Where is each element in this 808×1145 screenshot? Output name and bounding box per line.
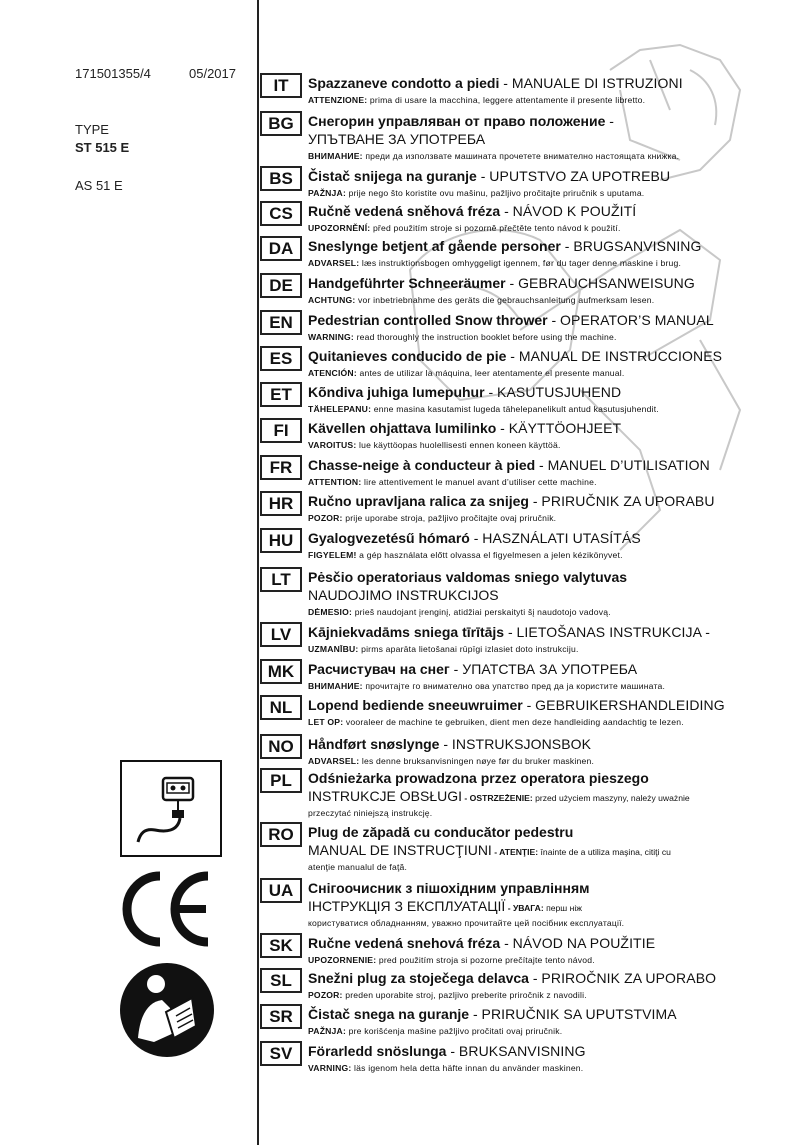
warning-line bbox=[308, 151, 679, 161]
manual-title: BRUGSANVISNING bbox=[573, 238, 702, 254]
electric-plug-icon bbox=[120, 760, 222, 857]
warning-text-continued: przeczytać niniejszą instrukcję. bbox=[308, 808, 433, 818]
manual-title-second-line bbox=[308, 842, 671, 858]
warning-text: les denne bruksanvisningen nøye før du bruker maskinen. bbox=[359, 756, 595, 766]
title-separator: - bbox=[505, 275, 519, 291]
warning-text: pred použitím stroja si pozorne prečítajte tento návod. bbox=[376, 955, 595, 965]
warning-line bbox=[308, 440, 561, 450]
warning-line bbox=[308, 258, 681, 268]
warning-text: read thoroughly the instruction booklet before using the machine. bbox=[354, 332, 617, 342]
warning-label: PAŽNJA: bbox=[308, 188, 347, 198]
title-separator: - bbox=[446, 1043, 459, 1059]
title-separator: - bbox=[560, 238, 574, 254]
product-name: Förarledd snöslunga bbox=[308, 1043, 447, 1059]
manual-title: MANUALE DI ISTRUZIONI bbox=[511, 75, 683, 91]
title-separator: - bbox=[528, 970, 542, 986]
language-title-line bbox=[308, 113, 614, 129]
warning-label: FIGYELEM! bbox=[308, 550, 357, 560]
product-name: Ručno upravljana ralica za snijeg bbox=[308, 493, 529, 509]
language-code-badge: FR bbox=[260, 455, 302, 480]
language-code-badge: SK bbox=[260, 933, 302, 958]
warning-label: ВНИМАНИЕ: bbox=[308, 681, 363, 691]
warning-text: před použitím stroje si pozorně přečtěte tento návod k použití. bbox=[370, 223, 621, 233]
language-code-badge: SR bbox=[260, 1004, 302, 1029]
manual-title: KÄYTTÖOHJEET bbox=[508, 420, 622, 436]
warning-text: prije nego što koristite ovu mašinu, pažljivo pročitajte priručnik s uputama. bbox=[346, 188, 645, 198]
warning-text: înainte de a utiliza maşina, citiţi cu bbox=[538, 847, 671, 857]
language-code-badge: NL bbox=[260, 695, 302, 720]
warning-text: lire attentivement le manuel avant d’utiliser cette machine. bbox=[361, 477, 597, 487]
language-title-line bbox=[308, 770, 649, 786]
warning-text: pre korišćenja mašine pažljivo pročitati ovaj priručnik. bbox=[346, 1026, 563, 1036]
language-code-badge: SL bbox=[260, 968, 302, 993]
warning-text: prima di usare la macchina, leggere attentamente il presente libretto. bbox=[367, 95, 646, 105]
warning-text: antes de utilizar la máquina, leer atentamente el presente manual. bbox=[356, 368, 625, 378]
manual-title: GEBRUIKERSHANDLEIDING bbox=[535, 697, 725, 713]
warning-line bbox=[308, 644, 579, 654]
manual-title: PRIRUČNIK ZA UPORABU bbox=[541, 493, 715, 509]
warning-text: pirms aparāta lietošanai rūpīgi izlasiet doto instrukciju. bbox=[358, 644, 579, 654]
manual-title: INSTRUKCJE OBSŁUGI bbox=[308, 788, 463, 804]
warning-label: - OSTRZEŻENIE: bbox=[462, 793, 533, 803]
warning-label: - ATENŢIE: bbox=[491, 847, 539, 857]
warning-label: UPOZORNĚNÍ: bbox=[308, 223, 371, 233]
title-separator: - bbox=[439, 736, 452, 752]
language-title-line bbox=[308, 624, 710, 640]
language-title-line bbox=[308, 661, 637, 677]
warning-text: перш ніж bbox=[543, 903, 582, 913]
product-name: Sneslynge betjent af gående personer bbox=[308, 238, 561, 254]
product-name: Odśnieżarka prowadzona przez operatora pieszego bbox=[308, 770, 649, 786]
warning-line bbox=[308, 607, 611, 617]
manual-title: UPUTSTVO ZA UPOTREBU bbox=[489, 168, 671, 184]
title-separator: - bbox=[484, 384, 498, 400]
language-title-line bbox=[308, 168, 670, 184]
language-code-badge: NO bbox=[260, 734, 302, 759]
title-separator: - bbox=[499, 75, 512, 91]
product-name: Plug de zăpadă cu conducător pedestru bbox=[308, 824, 574, 840]
warning-label: UZMANĪBU: bbox=[308, 644, 359, 654]
language-code-badge: EN bbox=[260, 310, 302, 335]
product-name: Ručně vedená sněhová fréza bbox=[308, 203, 501, 219]
warning-text: przed użyciem maszyny, należy uważnie bbox=[532, 793, 690, 803]
warning-line bbox=[308, 368, 624, 378]
manual-title-second-line bbox=[308, 587, 499, 603]
title-separator: - bbox=[547, 312, 561, 328]
language-code-badge: LV bbox=[260, 622, 302, 647]
warning-text: läs igenom hela detta häfte innan du använder maskinen. bbox=[351, 1063, 584, 1073]
language-title-line bbox=[308, 348, 722, 364]
manual-title-second-line bbox=[308, 131, 485, 147]
manual-title: NÁVOD K POUŽITÍ bbox=[512, 203, 637, 219]
warning-line bbox=[308, 95, 645, 105]
title-separator: - bbox=[528, 493, 542, 509]
language-code-badge: CS bbox=[260, 201, 302, 226]
language-code-badge: PL bbox=[260, 768, 302, 793]
warning-label: ACHTUNG: bbox=[308, 295, 356, 305]
warning-line bbox=[308, 550, 623, 560]
language-code-badge: BG bbox=[260, 111, 302, 136]
warning-label: WARNING: bbox=[308, 332, 354, 342]
warning-label: POZOR: bbox=[308, 513, 343, 523]
title-separator: - bbox=[496, 420, 509, 436]
manual-title: ІНСТРУКЦІЯ З ЕКСПЛУАТАЦІЇ bbox=[308, 898, 506, 914]
manual-title: NAUDOJIMO INSTRUKCIJOS bbox=[308, 587, 499, 603]
manual-title: NÁVOD NA POUŽITIE bbox=[512, 935, 656, 951]
product-name: Gyalogvezetésű hómaró bbox=[308, 530, 470, 546]
title-separator: - bbox=[522, 697, 536, 713]
warning-line bbox=[308, 332, 617, 342]
language-title-line bbox=[308, 1006, 677, 1022]
manual-title: MANUEL D’UTILISATION bbox=[547, 457, 710, 473]
title-separator: - bbox=[449, 661, 463, 677]
product-name: Pėsčio operatoriaus valdomas sniego valytuvas bbox=[308, 569, 628, 585]
warning-label: VARNING: bbox=[308, 1063, 352, 1073]
language-code-badge: UA bbox=[260, 878, 302, 903]
language-title-line bbox=[308, 493, 715, 509]
manual-title-second-line bbox=[308, 788, 690, 804]
product-name: Håndført snøslynge bbox=[308, 736, 440, 752]
manual-title: УПАТСТВА ЗА УПОТРЕБА bbox=[462, 661, 638, 677]
warning-line bbox=[308, 188, 644, 198]
title-separator: - bbox=[506, 348, 519, 364]
language-title-line bbox=[308, 736, 591, 752]
warning-text-continued: користуватися обладнанням, уважно прочитайте цей посібник експлуатації. bbox=[308, 918, 625, 928]
model-number: ST 515 E bbox=[75, 140, 130, 155]
product-name: Čistač snega na guranje bbox=[308, 1006, 470, 1022]
title-separator: - bbox=[469, 1006, 482, 1022]
title-separator: - bbox=[500, 203, 513, 219]
document-code: 171501355/4 bbox=[75, 66, 151, 81]
document-date: 05/2017 bbox=[189, 66, 236, 81]
warning-text: lue käyttöopas huolellisesti ennen koneen käyttöä. bbox=[356, 440, 561, 450]
model-number-alt: AS 51 E bbox=[75, 178, 123, 193]
language-code-badge: HR bbox=[260, 491, 302, 516]
warning-line bbox=[308, 1026, 562, 1036]
manual-title: MANUAL DE INSTRUCCIONES bbox=[518, 348, 723, 364]
language-title-line bbox=[308, 569, 627, 585]
warning-line bbox=[308, 404, 659, 414]
warning-label: DĖMESIO: bbox=[308, 607, 353, 617]
product-name: Snežni plug za stoječega delavca bbox=[308, 970, 529, 986]
language-code-badge: BS bbox=[260, 166, 302, 191]
manual-title: УПЪТВАНЕ ЗА УПОТРЕБА bbox=[308, 131, 486, 147]
language-title-line bbox=[308, 1043, 586, 1059]
manual-title: KASUTUSJUHEND bbox=[497, 384, 622, 400]
read-manual-icon bbox=[118, 960, 216, 1060]
language-title-line bbox=[308, 824, 573, 840]
warning-line bbox=[308, 1063, 583, 1073]
warning-text: prieš naudojant įrenginį, atidžiai perskaityti šį naudotojo vadovą. bbox=[352, 607, 611, 617]
warning-label: ADVARSEL: bbox=[308, 756, 360, 766]
language-code-badge: ET bbox=[260, 382, 302, 407]
warning-text: vor inbetriebnahme des geräts die gebrauchsanleitung aufmerksam lesen. bbox=[355, 295, 655, 305]
warning-label: PAŽNJA: bbox=[308, 1026, 347, 1036]
warning-text-continued: atenţie manualul de faţă. bbox=[308, 862, 408, 872]
product-name: Lopend bediende sneeuwruimer bbox=[308, 697, 523, 713]
warning-label: - УВАГА: bbox=[505, 903, 544, 913]
product-name: Kājniekvadāms sniega tīrītājs bbox=[308, 624, 505, 640]
language-code-badge: SV bbox=[260, 1041, 302, 1066]
product-name: Расчистувач на снег bbox=[308, 661, 450, 677]
warning-text: preden uporabite stroj, pazljivo preberite priročnik z navodili. bbox=[342, 990, 587, 1000]
warning-text: преди да използвате машината прочетете внимателно настоящата книжка. bbox=[362, 151, 680, 161]
title-separator: - bbox=[504, 624, 517, 640]
language-title-line bbox=[308, 457, 710, 473]
language-code-badge: DE bbox=[260, 273, 302, 298]
warning-label: ВНИМАНИЕ: bbox=[308, 151, 363, 161]
product-name: Снігоочисник з пішохідним управлінням bbox=[308, 880, 590, 896]
warning-line bbox=[308, 955, 595, 965]
product-name: Pedestrian controlled Snow thrower bbox=[308, 312, 548, 328]
warning-line bbox=[308, 681, 665, 691]
language-code-badge: IT bbox=[260, 73, 302, 98]
language-title-line bbox=[308, 935, 655, 951]
column-divider bbox=[257, 0, 259, 1145]
warning-label: ADVARSEL: bbox=[308, 258, 360, 268]
product-name: Ručne vedená snehová fréza bbox=[308, 935, 501, 951]
language-title-line bbox=[308, 970, 716, 986]
warning-text: прочитајте го внимателно ова упатство пред да ја користите машината. bbox=[362, 681, 666, 691]
warning-label: ATTENTION: bbox=[308, 477, 362, 487]
warning-text: a gép használata előtt olvassa el figyelmesen a jelen kézikönyvet. bbox=[356, 550, 623, 560]
product-name: Čistač snijega na guranje bbox=[308, 168, 477, 184]
language-code-badge: LT bbox=[260, 567, 302, 592]
warning-label: TÄHELEPANU: bbox=[308, 404, 372, 414]
warning-label: POZOR: bbox=[308, 990, 343, 1000]
title-separator: - bbox=[476, 168, 490, 184]
ce-mark-icon bbox=[118, 868, 216, 950]
language-title-line bbox=[308, 420, 621, 436]
title-separator: - bbox=[605, 113, 614, 129]
warning-text: læs instruktionsbogen omhyggeligt igennem, før du tager denne maskine i brug. bbox=[359, 258, 682, 268]
product-name: Spazzaneve condotto a piedi bbox=[308, 75, 500, 91]
product-name: Kävellen ohjattava lumilinko bbox=[308, 420, 497, 436]
language-title-line bbox=[308, 384, 621, 400]
language-title-line bbox=[308, 75, 683, 91]
warning-label: UPOZORNENIE: bbox=[308, 955, 377, 965]
warning-line bbox=[308, 717, 684, 727]
language-title-line bbox=[308, 275, 695, 291]
language-title-line bbox=[308, 880, 590, 896]
manual-title: OPERATOR’S MANUAL bbox=[560, 312, 714, 328]
type-label: TYPE bbox=[75, 122, 109, 137]
language-title-line bbox=[308, 530, 641, 546]
product-name: Chasse-neige à conducteur à pied bbox=[308, 457, 536, 473]
language-title-line bbox=[308, 697, 725, 713]
manual-title: LIETOŠANAS INSTRUKCIJA - bbox=[516, 624, 711, 640]
title-separator: - bbox=[500, 935, 513, 951]
warning-text: prije uporabe stroja, pažljivo pročitajte ovaj priručnik. bbox=[342, 513, 557, 523]
warning-line bbox=[308, 990, 587, 1000]
manual-title: HASZNÁLATI UTASÍTÁS bbox=[482, 530, 641, 546]
language-code-badge: MK bbox=[260, 659, 302, 684]
product-name: Kõndiva juhiga lumepuhur bbox=[308, 384, 485, 400]
product-name: Handgeführter Schneeräumer bbox=[308, 275, 506, 291]
title-separator: - bbox=[535, 457, 548, 473]
language-code-badge: ES bbox=[260, 346, 302, 371]
product-name: Снегорин управляван от право положение bbox=[308, 113, 606, 129]
warning-label: ATENCIÓN: bbox=[308, 368, 357, 378]
warning-text: vooraleer de machine te gebruiken, dient men deze handleiding aandachtig te lezen. bbox=[343, 717, 684, 727]
title-separator: - bbox=[469, 530, 483, 546]
warning-line bbox=[308, 513, 556, 523]
manual-title: MANUAL DE INSTRUCŢIUNI bbox=[308, 842, 492, 858]
language-title-line bbox=[308, 312, 714, 328]
warning-line bbox=[308, 295, 654, 305]
manual-title-second-line bbox=[308, 898, 582, 914]
language-title-line bbox=[308, 203, 636, 219]
language-code-badge: HU bbox=[260, 528, 302, 553]
warning-line bbox=[308, 756, 594, 766]
warning-label: ATTENZIONE: bbox=[308, 95, 368, 105]
warning-label: LET OP: bbox=[308, 717, 344, 727]
warning-line bbox=[308, 223, 621, 233]
manual-title: PRIRUČNIK SA UPUTSTVIMA bbox=[481, 1006, 677, 1022]
manual-title: GEBRAUCHSANWEISUNG bbox=[518, 275, 695, 291]
language-code-badge: DA bbox=[260, 236, 302, 261]
language-code-badge: FI bbox=[260, 418, 302, 443]
product-name: Quitanieves conducido de pie bbox=[308, 348, 507, 364]
warning-label: VAROITUS: bbox=[308, 440, 357, 450]
language-title-line bbox=[308, 238, 702, 254]
manual-title: BRUKSANVISNING bbox=[458, 1043, 586, 1059]
warning-text: enne masina kasutamist lugeda tähelepanelikult antud kasutusjuhendit. bbox=[371, 404, 659, 414]
manual-title: PRIROČNIK ZA UPORABO bbox=[541, 970, 717, 986]
warning-line bbox=[308, 477, 597, 487]
language-code-badge: RO bbox=[260, 822, 302, 847]
manual-title: INSTRUKSJONSBOK bbox=[451, 736, 592, 752]
